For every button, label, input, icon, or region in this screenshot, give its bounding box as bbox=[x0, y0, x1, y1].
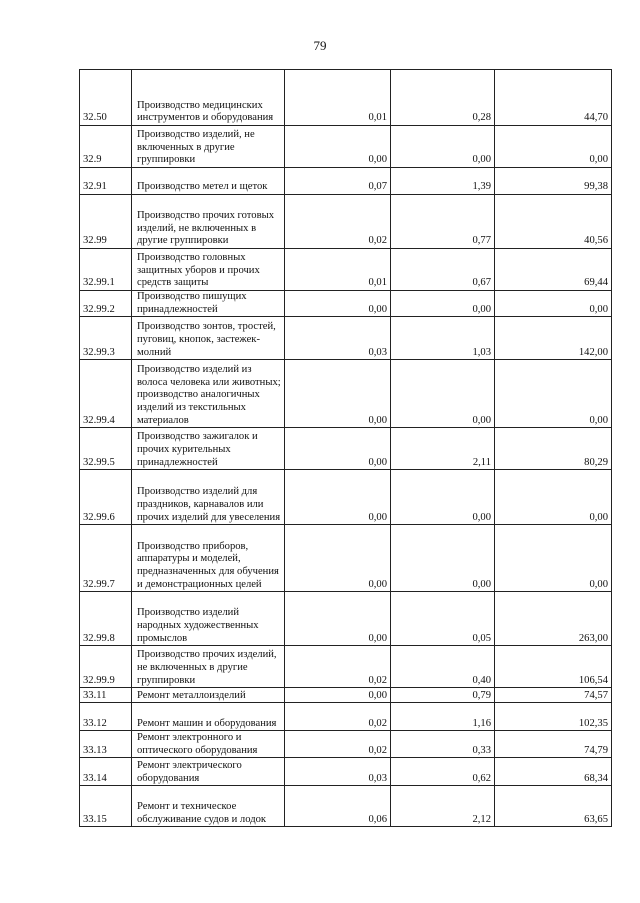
table-row bbox=[80, 428, 612, 470]
row-name: Производство приборов, аппаратуры и моделей, предназначенных для обучения и демонстрационных целей bbox=[132, 525, 285, 592]
row-value-2: 0,28 bbox=[391, 70, 495, 126]
row-value-3: 0,00 bbox=[495, 291, 612, 317]
row-name: Производство прочих готовых изделий, не включенных в другие группировки bbox=[132, 195, 285, 249]
table-row bbox=[80, 786, 612, 827]
row-value-2: 0,77 bbox=[391, 195, 495, 249]
row-value-3: 68,34 bbox=[495, 758, 612, 786]
row-name: Производство головных защитных уборов и прочих средств защиты bbox=[132, 249, 285, 291]
row-code: 33.15 bbox=[80, 786, 132, 827]
row-value-1: 0,03 bbox=[285, 317, 391, 360]
table-row bbox=[80, 70, 612, 126]
row-code: 33.12 bbox=[80, 703, 132, 731]
row-code: 32.91 bbox=[80, 168, 132, 195]
row-value-2: 2,12 bbox=[391, 786, 495, 827]
table-row bbox=[80, 470, 612, 525]
row-name: Производство изделий народных художественных промыслов bbox=[132, 592, 285, 646]
table-row bbox=[80, 703, 612, 731]
row-code: 32.99.7 bbox=[80, 525, 132, 592]
table-row bbox=[80, 317, 612, 360]
row-code: 33.13 bbox=[80, 731, 132, 758]
row-name: Производство изделий для праздников, карнавалов или прочих изделий для увеселения bbox=[132, 470, 285, 525]
table-row bbox=[80, 646, 612, 688]
row-code: 32.99.9 bbox=[80, 646, 132, 688]
row-name: Ремонт электрического оборудования bbox=[132, 758, 285, 786]
row-value-1: 0,00 bbox=[285, 428, 391, 470]
row-value-3: 0,00 bbox=[495, 525, 612, 592]
row-value-3: 0,00 bbox=[495, 126, 612, 168]
row-value-3: 263,00 bbox=[495, 592, 612, 646]
row-code: 32.99 bbox=[80, 195, 132, 249]
row-name: Ремонт металлоизделий bbox=[132, 688, 285, 703]
row-value-1: 0,00 bbox=[285, 525, 391, 592]
row-value-2: 0,62 bbox=[391, 758, 495, 786]
row-value-2: 1,39 bbox=[391, 168, 495, 195]
row-value-1: 0,02 bbox=[285, 731, 391, 758]
row-value-2: 0,00 bbox=[391, 360, 495, 428]
page-number: 79 bbox=[313, 38, 327, 53]
table-row bbox=[80, 126, 612, 168]
row-value-2: 1,16 bbox=[391, 703, 495, 731]
table-row bbox=[80, 291, 612, 317]
row-code: 32.99.5 bbox=[80, 428, 132, 470]
row-value-2: 2,11 bbox=[391, 428, 495, 470]
row-name: Производство пишущих принадлежностей bbox=[132, 291, 285, 317]
table-row bbox=[80, 758, 612, 786]
row-value-1: 0,00 bbox=[285, 592, 391, 646]
row-value-1: 0,01 bbox=[285, 70, 391, 126]
row-value-3: 80,29 bbox=[495, 428, 612, 470]
row-name: Производство прочих изделий, не включенных в другие группировки bbox=[132, 646, 285, 688]
row-value-3: 102,35 bbox=[495, 703, 612, 731]
row-value-1: 0,00 bbox=[285, 470, 391, 525]
row-value-1: 0,06 bbox=[285, 786, 391, 827]
table-row bbox=[80, 525, 612, 592]
row-value-2: 0,79 bbox=[391, 688, 495, 703]
row-name: Производство изделий из волоса человека или животных; производство аналогичных изделий из текстильных материалов bbox=[132, 360, 285, 428]
row-value-1: 0,01 bbox=[285, 249, 391, 291]
row-code: 33.14 bbox=[80, 758, 132, 786]
table-row bbox=[80, 688, 612, 703]
row-value-1: 0,02 bbox=[285, 646, 391, 688]
row-value-3: 142,00 bbox=[495, 317, 612, 360]
row-value-3: 106,54 bbox=[495, 646, 612, 688]
row-value-1: 0,02 bbox=[285, 703, 391, 731]
row-value-1: 0,07 bbox=[285, 168, 391, 195]
table-row bbox=[80, 249, 612, 291]
row-value-3: 99,38 bbox=[495, 168, 612, 195]
row-code: 32.99.1 bbox=[80, 249, 132, 291]
row-name: Ремонт и техническое обслуживание судов и лодок bbox=[132, 786, 285, 827]
row-value-2: 0,00 bbox=[391, 291, 495, 317]
row-code: 32.99.2 bbox=[80, 291, 132, 317]
row-code: 33.11 bbox=[80, 688, 132, 703]
row-code: 32.99.8 bbox=[80, 592, 132, 646]
row-value-2: 0,00 bbox=[391, 470, 495, 525]
table-row bbox=[80, 168, 612, 195]
row-value-1: 0,00 bbox=[285, 688, 391, 703]
row-value-3: 40,56 bbox=[495, 195, 612, 249]
row-name: Ремонт электронного и оптического оборудования bbox=[132, 731, 285, 758]
row-value-3: 0,00 bbox=[495, 470, 612, 525]
row-value-1: 0,00 bbox=[285, 360, 391, 428]
row-value-1: 0,03 bbox=[285, 758, 391, 786]
row-code: 32.9 bbox=[80, 126, 132, 168]
row-value-3: 44,70 bbox=[495, 70, 612, 126]
row-code: 32.99.4 bbox=[80, 360, 132, 428]
row-name: Производство зажигалок и прочих курительных принадлежностей bbox=[132, 428, 285, 470]
row-name: Производство метел и щеток bbox=[132, 168, 285, 195]
table-body bbox=[80, 70, 612, 827]
row-code: 32.99.6 bbox=[80, 470, 132, 525]
row-value-2: 0,40 bbox=[391, 646, 495, 688]
row-value-1: 0,00 bbox=[285, 291, 391, 317]
row-value-2: 0,67 bbox=[391, 249, 495, 291]
row-value-3: 63,65 bbox=[495, 786, 612, 827]
data-table bbox=[79, 69, 612, 827]
row-value-3: 0,00 bbox=[495, 360, 612, 428]
table-row bbox=[80, 592, 612, 646]
table-row bbox=[80, 195, 612, 249]
row-value-2: 0,00 bbox=[391, 126, 495, 168]
row-value-3: 74,79 bbox=[495, 731, 612, 758]
row-value-2: 0,00 bbox=[391, 525, 495, 592]
row-code: 32.99.3 bbox=[80, 317, 132, 360]
row-value-3: 69,44 bbox=[495, 249, 612, 291]
row-value-1: 0,02 bbox=[285, 195, 391, 249]
row-value-1: 0,00 bbox=[285, 126, 391, 168]
row-name: Производство изделий, не включенных в другие группировки bbox=[132, 126, 285, 168]
table-row bbox=[80, 360, 612, 428]
row-name: Ремонт машин и оборудования bbox=[132, 703, 285, 731]
row-code: 32.50 bbox=[80, 70, 132, 126]
row-name: Производство медицинских инструментов и оборудования bbox=[132, 70, 285, 126]
row-value-2: 1,03 bbox=[391, 317, 495, 360]
row-value-3: 74,57 bbox=[495, 688, 612, 703]
table-row bbox=[80, 731, 612, 758]
row-value-2: 0,33 bbox=[391, 731, 495, 758]
row-value-2: 0,05 bbox=[391, 592, 495, 646]
row-name: Производство зонтов, тростей, пуговиц, кнопок, застежек-молний bbox=[132, 317, 285, 360]
